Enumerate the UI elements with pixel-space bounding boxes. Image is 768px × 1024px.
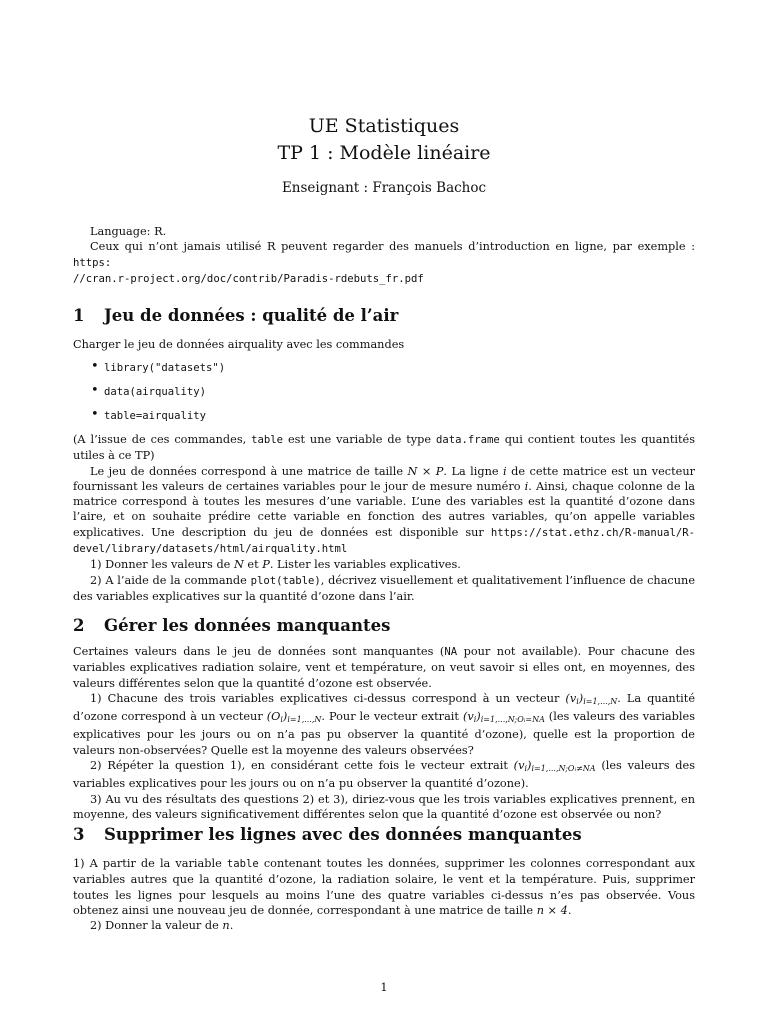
- section-1-heading: 1 Jeu de données : qualité de l’air: [73, 306, 399, 325]
- section-2-q1: 1) Chacune des trois variables explicatives ci-dessus correspond à un vecteur $(v_i)_{i=1,...,N}$. La quantité d’ozone correspond à un vecteur $(O_i)_{i=1,...,N}$. Pour le vecteur extrait $(v_i)_{i=1,...,N;Oᵢ=NA}$ (les valeurs des variables explicatives pour les jours ou on n’a pas pu observer la quantité d’ozone), quelle est la proportion de valeurs non-observées? Quelle est la moyenne des valeurs observées?: [73, 691, 696, 757]
- section-3-q2: 2) Donner la valeur de n.: [90, 919, 234, 933]
- author-line: Enseignant : François Bachoc: [281, 180, 487, 196]
- manuals-link[interactable]: https:: [73, 256, 112, 269]
- language-line: Language: R.: [90, 225, 167, 238]
- airquality-link[interactable]: https://stat.ethz.ch/R-manual/R-devel/library/datasets/html/airquality.html: [73, 526, 695, 556]
- section-1-q2: 2) A l’aide de la commande plot(table), décrivez visuellement et qualitativement l’influence de chacune des variables explicatives sur la quantité d’ozone dans l’air.: [73, 573, 695, 603]
- page-number: 1: [380, 981, 388, 994]
- intro-block: [73, 224, 695, 287]
- section-2-heading: 2 Gérer les données manquantes: [73, 616, 391, 635]
- section-1-lead: Charger le jeu de données airquality avec les commandes: [73, 338, 405, 351]
- list-item: • library("datasets"): [73, 360, 695, 384]
- section-1-q1: 1) Donner les valeurs de N et P. Lister les variables explicatives.: [90, 558, 461, 572]
- list-item: • data(airquality): [73, 384, 695, 408]
- section-1-text: [73, 432, 695, 604]
- command-list: [73, 360, 695, 432]
- section-1-p2: Le jeu de données correspond à une matrice de taille N × P. La ligne i de cette matrice est un vecteur fournissant les valeurs de certaines variables pour le jour de mesure numéro i. Ainsi, chaque colonne de la matrice correspond à toutes les mesures d’une variable. L’une des variables est la quantité d’ozone dans l’aire, et on souhaite prédire cette variable en fonction des autres variables, qu’on appelle variables explicatives. Une description du jeu de données est disponible sur https://stat.ethz.ch/R-manual/R-devel/library/datasets/html/airquality.html: [73, 464, 695, 556]
- manuals-paragraph: Ceux qui n’ont jamais utilisé R peuvent regarder des manuels d’introduction en ligne, par exemple : https: //cran.r-project.org/doc/contrib/Paradis-rdebuts_fr.pdf: [73, 239, 695, 287]
- section-3-q1: 1) A partir de la variable table contenant toutes les données, supprimer les colonnes correspondant aux variables autres que la quantité d’ozone, la radiation solaire, le vent et la température. Puis, supprimer toutes les lignes pour lesquels au moins l’une des quatre variables ci-dessus n’es pas observée. Vous obtenez ainsi une nouveau jeu de donnée, correspondant à une matrice de taille n × 4.: [73, 857, 695, 917]
- section-2-p1: Certaines valeurs dans le jeu de données sont manquantes (NA pour not available). Pour chacune des variables explicatives radiation solaire, vent et température, on veut savoir si elles ont, en moyennes, des valeurs différentes selon que la quantité d’ozone est observée.: [73, 645, 695, 690]
- course-title: UE Statistiques: [308, 115, 460, 137]
- section-2-q2: 2) Répéter la question 1), en considérant cette fois le vecteur extrait $(v_i)_{i=1,...,N;Oᵢ\ne NA}$ (les valeurs des variables explicatives pour les jours ou on n’a pu observer la quantité d’ozone).: [73, 759, 695, 791]
- section-3-body: [73, 856, 695, 933]
- manuals-link-cont[interactable]: //cran.r-project.org/doc/contrib/Paradis-rdebuts_fr.pdf: [73, 272, 424, 285]
- section-2-q3: 3) Au vu des résultats des questions 2) et 3), diriez-vous que les trois variables explicatives prennent, en moyenne, des valeurs significativement différentes selon que la quantité d’ozone est observée ou non?: [73, 792, 695, 821]
- tp-title: TP 1 : Modèle linéaire: [277, 142, 491, 164]
- section-3-heading: 3 Supprimer les lignes avec des données manquantes: [73, 825, 582, 844]
- section-1-body: [73, 337, 695, 432]
- list-item: • table=airquality: [73, 408, 695, 432]
- section-2-body: [73, 644, 695, 822]
- section-1-p1: (A l’issue de ces commandes, table est une variable de type data.frame qui contient toutes les quantités utiles à ce TP): [73, 433, 695, 463]
